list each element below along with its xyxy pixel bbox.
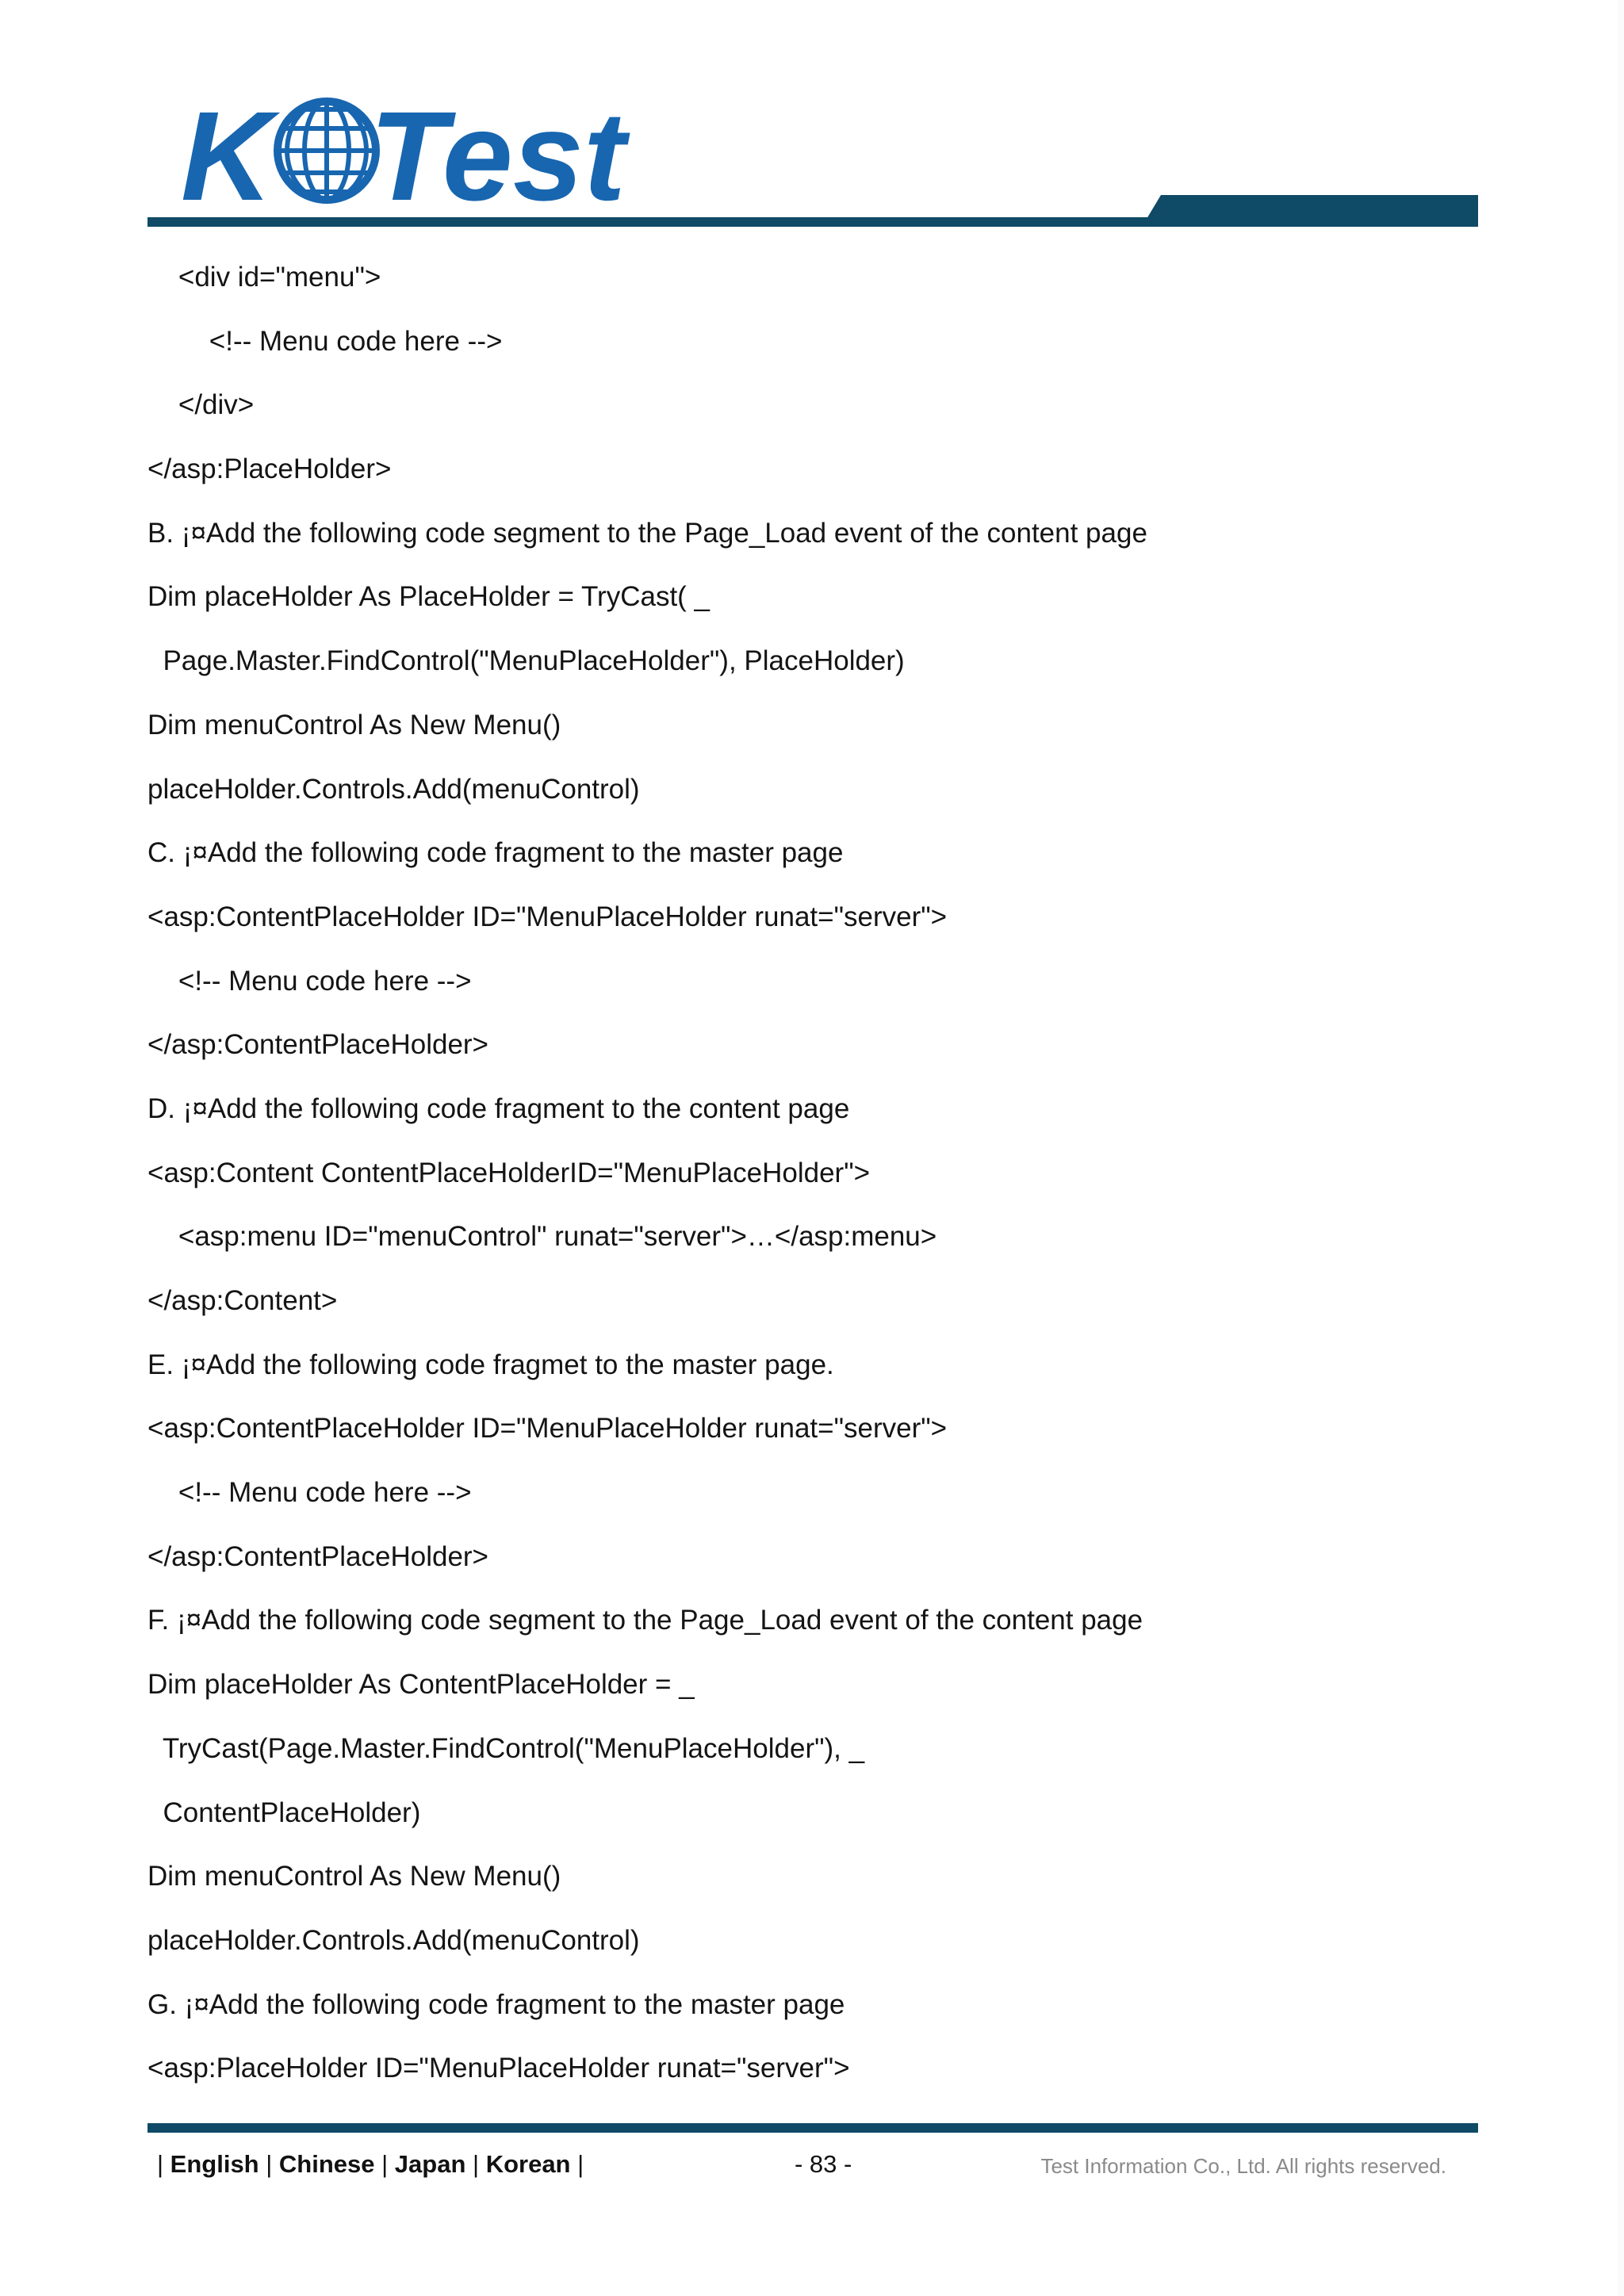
code-line: placeHolder.Controls.Add(menuControl): [147, 773, 640, 805]
code-line: <asp:Content ContentPlaceHolderID="MenuPlaceHolder">: [147, 1157, 871, 1188]
option-f-label: F. ¡¤Add the following code segment to the Page_Load event of the content page: [147, 1605, 1143, 1636]
footer: [147, 2149, 1478, 2180]
code-line: <asp:ContentPlaceHolder ID="MenuPlaceHolder runat="server">: [147, 901, 948, 932]
code-line: <!-- Menu code here -->: [147, 325, 503, 357]
option-e-label: E. ¡¤Add the following code fragmet to the master page.: [147, 1349, 834, 1380]
code-line: Dim menuControl As New Menu(): [147, 709, 561, 740]
language-links: | English | Chinese | Japan | Korean |: [157, 2150, 584, 2178]
svg-text:K: K: [181, 89, 273, 208]
kotest-logo: [181, 89, 641, 208]
header-rule-tab: [1142, 195, 1478, 227]
code-line: <!-- Menu code here -->: [147, 1477, 472, 1509]
document-body: [147, 262, 1448, 2117]
code-line: <asp:ContentPlaceHolder ID="MenuPlaceHolder runat="server">: [147, 1413, 948, 1445]
code-line: <!-- Menu code here -->: [147, 965, 472, 997]
code-line: Dim menuControl As New Menu(): [147, 1861, 561, 1892]
globe-icon: [268, 97, 385, 205]
code-line: Dim placeHolder As PlaceHolder = TryCast( _: [147, 581, 710, 613]
language-link-japan[interactable]: Japan: [394, 2150, 466, 2178]
language-link-korean[interactable]: Korean: [485, 2150, 571, 2178]
code-line: </asp:Content>: [147, 1285, 338, 1316]
code-line: <asp:PlaceHolder ID="MenuPlaceHolder runat="server">: [147, 2053, 850, 2084]
code-line: placeHolder.Controls.Add(menuControl): [147, 1924, 640, 1956]
option-g-label: G. ¡¤Add the following code fragment to the master page: [147, 1988, 845, 2020]
option-d-label: D. ¡¤Add the following code fragment to the content page: [147, 1093, 850, 1124]
code-line: <div id="menu">: [147, 262, 381, 293]
code-line: </div>: [147, 389, 255, 421]
code-line: ContentPlaceHolder): [147, 1797, 421, 1828]
language-link-chinese[interactable]: Chinese: [278, 2150, 375, 2178]
page-edge: [1618, 0, 1624, 2296]
copyright-notice: Test Information Co., Ltd. All rights reserved.: [1040, 2154, 1446, 2178]
code-line: </asp:ContentPlaceHolder>: [147, 1540, 488, 1572]
option-c-label: C. ¡¤Add the following code fragment to the master page: [147, 837, 844, 869]
code-line: TryCast(Page.Master.FindControl("MenuPlaceHolder"), _: [147, 1732, 865, 1764]
page-number: - 83 -: [795, 2150, 852, 2178]
code-line: Dim placeHolder As ContentPlaceHolder = _: [147, 1669, 695, 1701]
option-b-label: B. ¡¤Add the following code segment to the Page_Load event of the content page: [147, 517, 1147, 549]
code-line: Page.Master.FindControl("MenuPlaceHolder"), PlaceHolder): [147, 645, 905, 677]
footer-rule: [147, 2123, 1478, 2133]
code-line: </asp:ContentPlaceHolder>: [147, 1029, 488, 1061]
language-link-english[interactable]: English: [170, 2150, 259, 2178]
code-line: </asp:PlaceHolder>: [147, 453, 392, 485]
code-line: <asp:menu ID="menuControl" runat="server">…</asp:menu>: [147, 1221, 937, 1253]
svg-text:Test: Test: [370, 89, 626, 208]
